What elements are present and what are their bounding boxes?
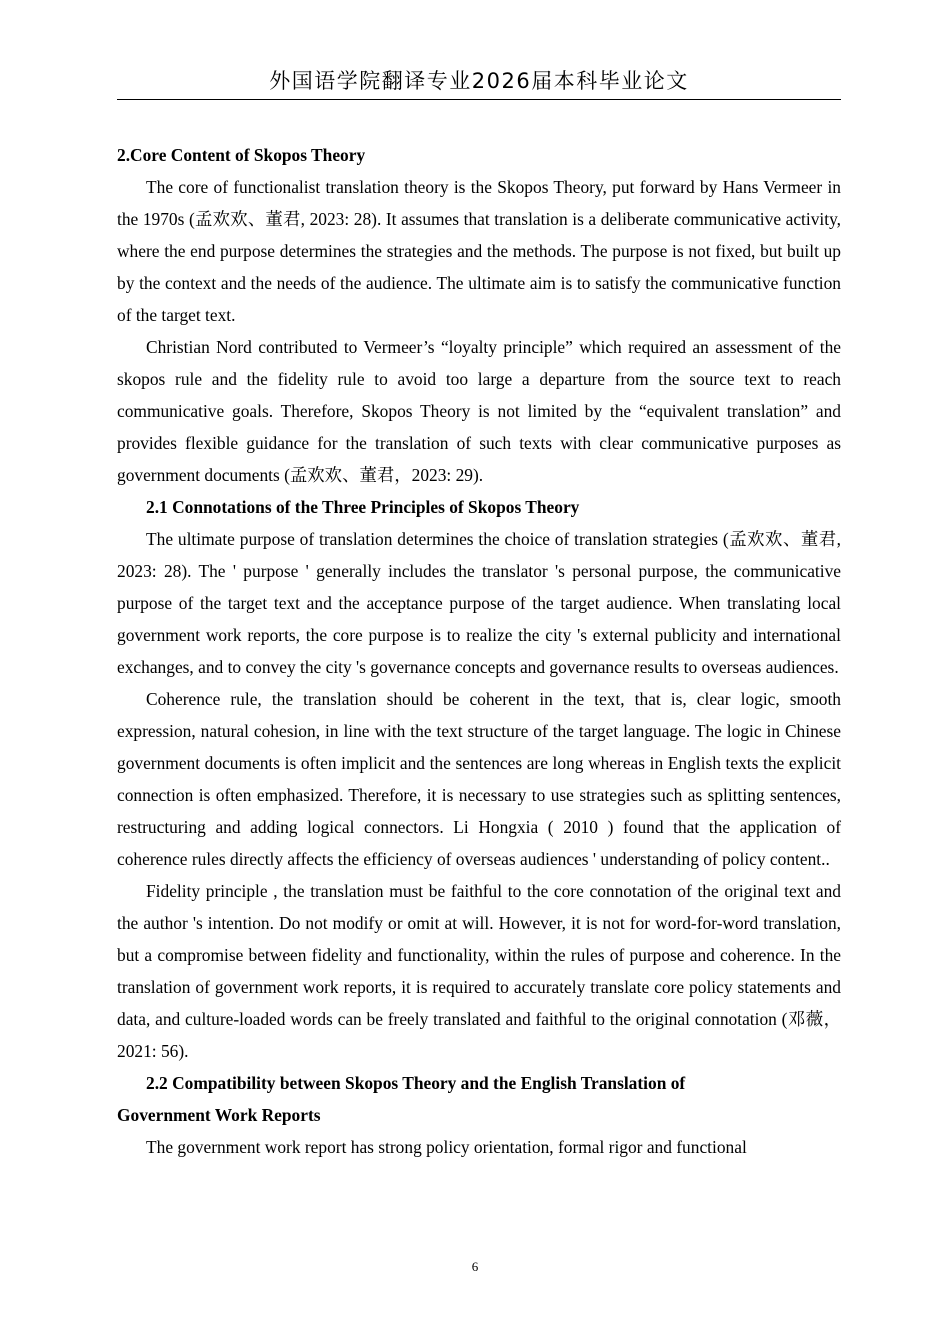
paragraph: The core of functionalist translation theory is the Skopos Theory, put forward by Hans Vermeer in the 1970s (孟欢欢、董君, 2023: 28). It assumes that translation is a deliberate communicative activity, where the end purpose determines the strategies and the methods. The purpose is not fixed, but built up by the context and the needs of the audience. The ultimate aim is to satisfy the communicative function of the target text. [117, 177, 841, 325]
subsection-heading: 2.1 Connotations of the Three Principles of Skopos Theory [146, 497, 580, 517]
paragraph: The government work report has strong policy orientation, formal rigor and functional [146, 1137, 747, 1157]
running-header: 外国语学院翻译专业2026届本科毕业论文 [269, 69, 689, 93]
section-heading: 2.Core Content of Skopos Theory [117, 145, 366, 165]
paragraph: Christian Nord contributed to Vermeer’s “loyalty principle” which required an assessment of the skopos rule and the fidelity rule to avoid too large a departure from the source text to reach communicative goals. Therefore, Skopos Theory is not limited by the “equivalent translation” and provides flexible guidance for the translation of such texts with clear communicative purposes as government documents (孟欢欢、董君，2023: 29). [117, 337, 841, 485]
page-number: 6 [471, 1259, 479, 1274]
header-rule [117, 99, 841, 100]
paragraph: The ultimate purpose of translation determines the choice of translation strategies (孟欢欢、董君, 2023: 28). The ' purpose ' generally includes the translator 's personal purpose, the communicative purpose of the target text and the acceptance purpose of the target audience. When translating local government work reports, the core purpose is to realize the city 's external publicity and international exchanges, and to convey the city 's governance concepts and governance results to overseas audiences. [117, 529, 841, 677]
subsection-heading-continued: Government Work Reports [117, 1105, 321, 1125]
subsection-heading: 2.2 Compatibility between Skopos Theory and the English Translation of [146, 1073, 686, 1093]
body-text [117, 139, 841, 1163]
paragraph: Fidelity principle , the translation must be faithful to the core connotation of the original text and the author 's intention. Do not modify or omit at will. However, it is not for word-for-word translation, but a compromise between fidelity and functionality, within the rules of purpose and coherence. In the translation of government work reports, it is required to accurately translate core policy statements and data, and culture-loaded words can be freely translated and faithful to the original connotation (邓薇，2021: 56). [117, 881, 841, 1061]
paragraph: Coherence rule, the translation should be coherent in the text, that is, clear logic, smooth expression, natural cohesion, in line with the text structure of the target language. The logic in Chinese government documents is often implicit and the sentences are long whereas in English texts the explicit connection is often emphasized. Therefore, it is necessary to use strategies such as splitting sentences, restructuring and adding logical connectors. Li Hongxia ( 2010 ) found that the application of coherence rules directly affects the efficiency of overseas audiences ' understanding of policy content.. [117, 689, 841, 869]
